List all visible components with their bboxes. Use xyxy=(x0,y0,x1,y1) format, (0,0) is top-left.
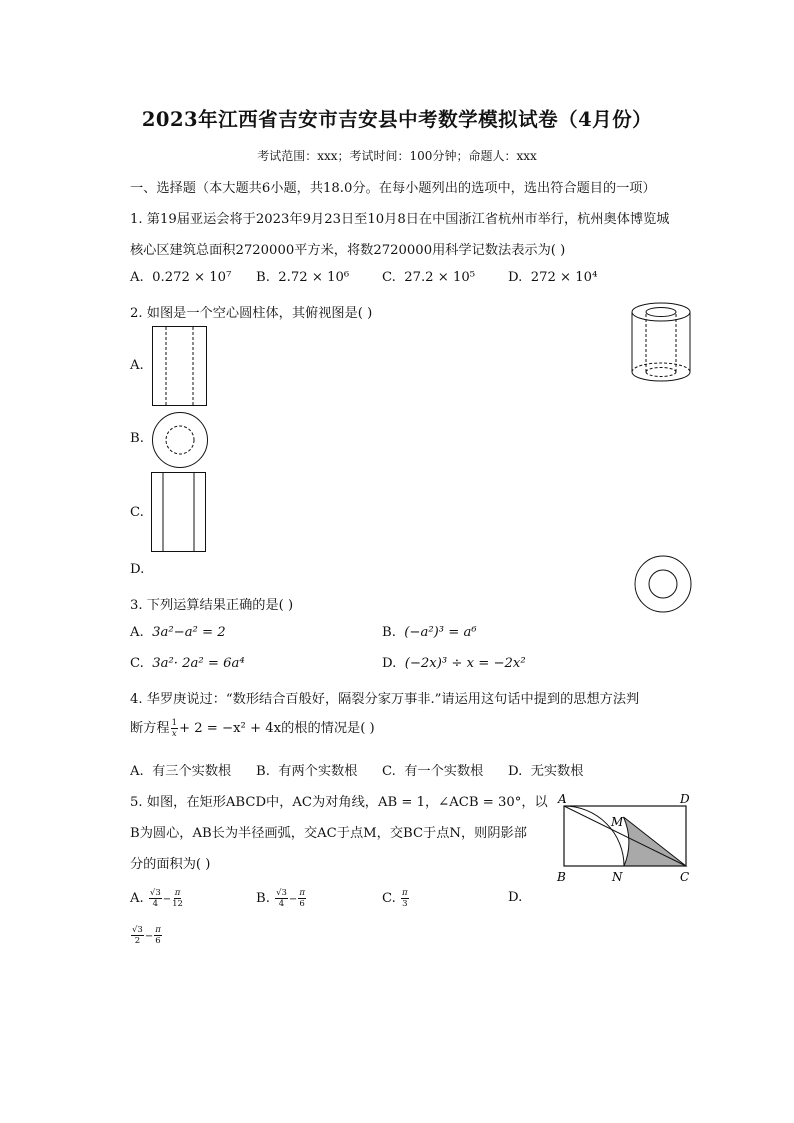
q5-line3: 分的面积为( ) xyxy=(130,857,211,872)
q2-stem: 2. 如图是一个空心圆柱体，其俯视图是( ) xyxy=(130,306,373,321)
q1-option-a: A. 0.272 × 10⁷ xyxy=(130,270,232,285)
shaded-region xyxy=(624,817,687,866)
section-heading: 一、选择题（本大题共6小题，共18.0分。在每小题列出的选项中，选出符合题目的一项） xyxy=(130,181,656,196)
q4-line2: 断方程 $\frac{1}{x}$ + 2 = −x² + 4x的根的情况是( ) xyxy=(130,718,375,739)
q3-stem: 3. 下列运算结果正确的是( ) xyxy=(130,598,294,613)
q2-option-d-figure xyxy=(634,555,692,613)
q2-option-b-label: B. xyxy=(130,431,144,446)
q4-option-d: D. 无实数根 xyxy=(508,764,584,779)
q2-option-d-label: D. xyxy=(130,562,145,577)
q3-option-c: C. 3a²· 2a² = 6a⁴ xyxy=(130,656,245,671)
q2-option-a-label: A. xyxy=(130,358,144,373)
q5-option-a: A. $\frac{√3}{4}$ − $\frac{\pi}{12}$ xyxy=(130,888,183,909)
label-c: C xyxy=(680,870,690,884)
q5-option-b: B. $\frac{√3}{4}$ − $\frac{\pi}{6}$ xyxy=(256,888,305,909)
label-n: N xyxy=(612,870,623,884)
label-b: B xyxy=(557,870,566,884)
q1-line2: 核心区建筑总面积2720000平方米，将数2720000用科学记数法表示为( ) xyxy=(130,243,566,258)
q2-option-b-figure xyxy=(151,411,209,469)
q4-fraction: $\frac{1}{x}$ xyxy=(171,718,177,739)
q3-option-b: B. (−a²)³ = a⁶ xyxy=(382,625,477,640)
q1-line1: 1. 第19届亚运会将于2023年9月23日至10月8日在中国浙江省杭州市举行，杭州奥体博览城 xyxy=(130,212,670,227)
q5-option-d-label: D. xyxy=(508,890,523,905)
label-m: M xyxy=(611,815,624,829)
q5-option-c: C. $\frac{\pi}{3}$ xyxy=(382,888,408,909)
page-title: 2023年江西省吉安市吉安县中考数学模拟试卷（4月份） xyxy=(141,108,653,131)
q4-line1: 4. 华罗庚说过：“数形结合百般好，隔裂分家万事非.”请运用这句话中提到的思想方法判 xyxy=(130,692,640,707)
exam-info: 考试范围：xxx；考试时间：100分钟；命题人：xxx xyxy=(257,149,537,163)
q1-option-d: D. 272 × 10⁴ xyxy=(508,270,598,285)
q4-option-c: C. 有一个实数根 xyxy=(382,764,484,779)
q1-option-c: C. 27.2 × 10⁵ xyxy=(382,270,476,285)
q2-option-c-figure xyxy=(151,472,207,553)
q5-option-d: $\frac{√3}{2}$ − $\frac{\pi}{6}$ xyxy=(132,925,161,946)
rectangle-figure xyxy=(556,790,696,886)
q4-option-a: A. 有三个实数根 xyxy=(130,764,232,779)
q5-line2: B为圆心，AB长为半径画弧，交AC于点M，交BC于点N，则阴影部 xyxy=(130,826,527,841)
q2-option-c-label: C. xyxy=(130,505,144,520)
hollow-cylinder-figure xyxy=(630,300,694,386)
label-a: A xyxy=(558,792,567,806)
q2-option-a-figure xyxy=(152,326,208,407)
q3-option-a: A. 3a²−a² = 2 xyxy=(130,625,226,640)
q5-line1: 5. 如图，在矩形ABCD中，AC为对角线，AB = 1，∠ACB = 30°，以 xyxy=(130,795,548,810)
label-d: D xyxy=(680,792,690,806)
q4-option-b: B. 有两个实数根 xyxy=(256,764,358,779)
q1-option-b: B. 2.72 × 10⁶ xyxy=(256,270,350,285)
q3-option-d: D. (−2x)³ ÷ x = −2x² xyxy=(382,656,526,671)
